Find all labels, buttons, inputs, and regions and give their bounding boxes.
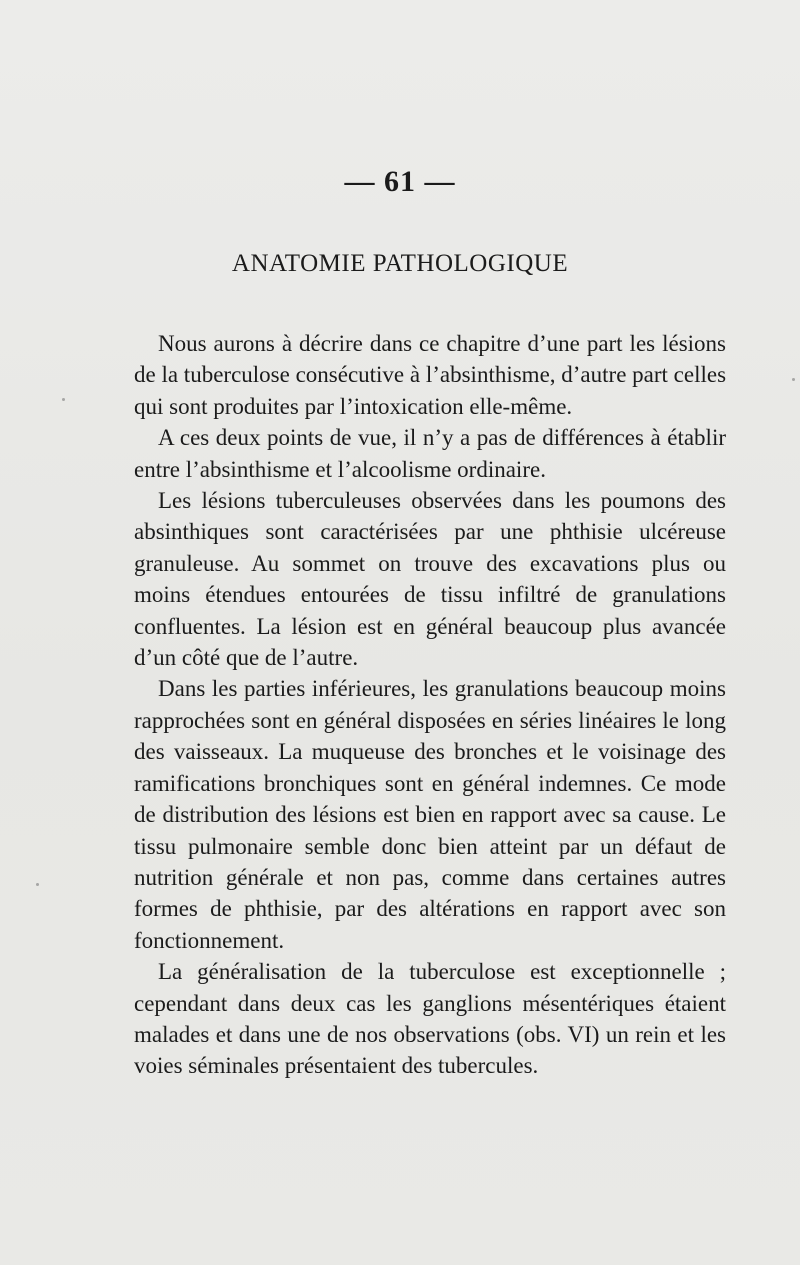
page-number: — 61 — bbox=[344, 165, 456, 198]
paragraph: Dans les parties inférieures, les granulations beaucoup moins rapprochées sont en général disposées en séries linéaires le long des vaisseaux. La muqueuse des bronches et le voisinage des ramifications bronchiques sont en général indemnes. Ce mode de distribution des lésions est bien en rapport avec sa cause. Le tissu pulmonaire semble donc bien atteint par un défaut de nutrition générale et non pas, comme dans certaines autres formes de phthisie, par des altérations en rapport avec son fonctionnement. bbox=[134, 676, 726, 953]
body-text bbox=[134, 328, 726, 1082]
paragraph: La généralisation de la tuberculose est exceptionnelle ; cependant dans deux cas les ganglions mésentériques étaient malades et dans une de nos observations (obs. VI) un rein et les voies séminales présentaient des tubercules. bbox=[134, 959, 726, 1079]
paragraph: A ces deux points de vue, il n’y a pas de différences à établir entre l’absinthisme et l’alcoolisme ordinaire. bbox=[134, 425, 726, 482]
paper-speck bbox=[792, 378, 795, 381]
paragraph: Les lésions tuberculeuses observées dans les poumons des absinthiques sont caractérisées par une phthisie ulcéreuse granuleuse. Au sommet on trouve des excavations plus ou moins étendues entourées de tissu infiltré de granulations confluentes. La lésion est en général beaucoup plus avancée d’un côté que de l’autre. bbox=[134, 488, 726, 671]
paper-speck bbox=[62, 398, 65, 401]
chapter-title: ANATOMIE PATHOLOGIQUE bbox=[231, 250, 569, 277]
paragraph: Nous aurons à décrire dans ce chapitre d’une part les lésions de la tuberculose consécutive à l’absinthisme, d’autre part celles qui sont produites par l’intoxication elle-même. bbox=[134, 331, 727, 419]
paper-speck bbox=[36, 883, 39, 886]
